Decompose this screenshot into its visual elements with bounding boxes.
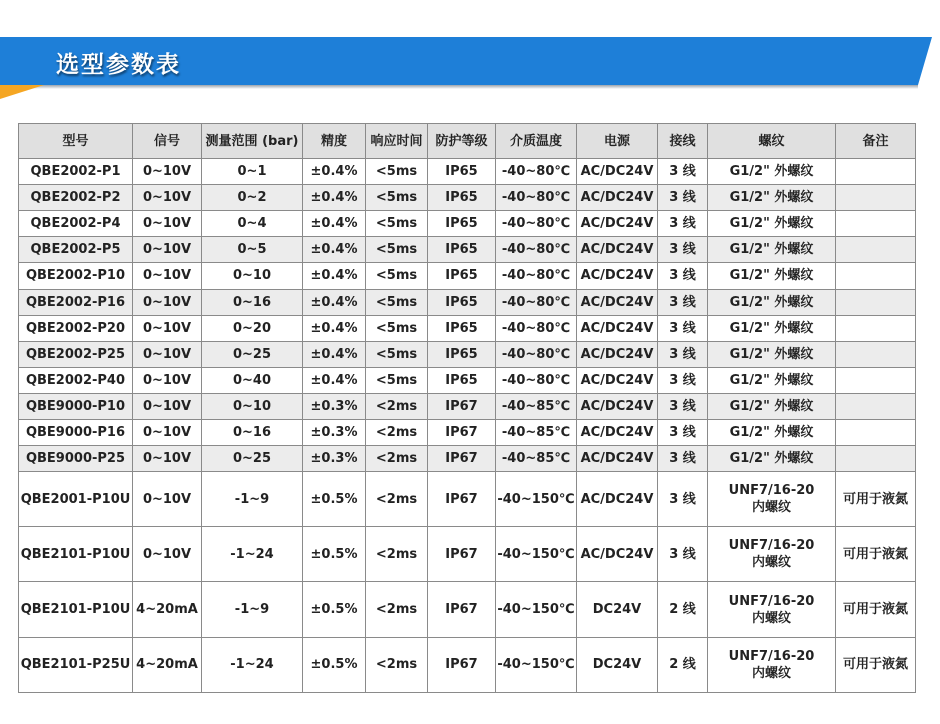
cell-wiring: 3 线 bbox=[658, 315, 708, 341]
cell-accuracy: ±0.3% bbox=[303, 419, 366, 445]
cell-signal: 0~10V bbox=[133, 211, 202, 237]
cell-accuracy: ±0.5% bbox=[303, 582, 366, 637]
cell-thread bbox=[708, 527, 836, 582]
cell-accuracy: ±0.4% bbox=[303, 289, 366, 315]
cell-signal: 0~10V bbox=[133, 367, 202, 393]
header-protection: 防护等级 bbox=[428, 124, 496, 159]
cell-range: -1~24 bbox=[202, 637, 303, 692]
cell-accuracy: ±0.4% bbox=[303, 237, 366, 263]
header-medium-temp: 介质温度 bbox=[496, 124, 577, 159]
cell-response-time: <5ms bbox=[366, 341, 428, 367]
cell-medium-temp: -40~85℃ bbox=[496, 393, 577, 419]
header-accuracy: 精度 bbox=[303, 124, 366, 159]
cell-remark: 可用于液氮 bbox=[836, 637, 916, 692]
cell-response-time: <5ms bbox=[366, 159, 428, 185]
cell-protection: IP67 bbox=[428, 445, 496, 471]
cell-protection: IP67 bbox=[428, 637, 496, 692]
cell-response-time: <5ms bbox=[366, 211, 428, 237]
cell-model: QBE9000-P10 bbox=[19, 393, 133, 419]
cell-remark bbox=[836, 393, 916, 419]
cell-remark bbox=[836, 445, 916, 471]
table-row bbox=[19, 341, 916, 367]
cell-signal: 0~10V bbox=[133, 393, 202, 419]
cell-remark bbox=[836, 315, 916, 341]
cell-thread: G1/2" 外螺纹 bbox=[708, 159, 836, 185]
cell-wiring: 3 线 bbox=[658, 289, 708, 315]
cell-power: AC/DC24V bbox=[577, 211, 658, 237]
header-range: 测量范围 (bar) bbox=[202, 124, 303, 159]
cell-model: QBE9000-P25 bbox=[19, 445, 133, 471]
cell-protection: IP67 bbox=[428, 393, 496, 419]
cell-response-time: <2ms bbox=[366, 582, 428, 637]
cell-medium-temp: -40~80℃ bbox=[496, 159, 577, 185]
cell-remark bbox=[836, 237, 916, 263]
cell-remark: 可用于液氮 bbox=[836, 472, 916, 527]
cell-response-time: <5ms bbox=[366, 237, 428, 263]
cell-model: QBE2101-P10U bbox=[19, 582, 133, 637]
cell-power: AC/DC24V bbox=[577, 445, 658, 471]
cell-wiring: 3 线 bbox=[658, 367, 708, 393]
cell-power: AC/DC24V bbox=[577, 185, 658, 211]
cell-range: 0~40 bbox=[202, 367, 303, 393]
cell-model: QBE2101-P10U bbox=[19, 527, 133, 582]
cell-remark bbox=[836, 419, 916, 445]
cell-accuracy: ±0.4% bbox=[303, 341, 366, 367]
cell-line: UNF7/16-20 bbox=[728, 483, 815, 499]
cell-range: 0~16 bbox=[202, 289, 303, 315]
cell-accuracy: ±0.4% bbox=[303, 159, 366, 185]
cell-response-time: <5ms bbox=[366, 367, 428, 393]
cell-medium-temp: -40~80℃ bbox=[496, 263, 577, 289]
cell-accuracy: ±0.3% bbox=[303, 393, 366, 419]
header-power: 电源 bbox=[577, 124, 658, 159]
cell-response-time: <5ms bbox=[366, 315, 428, 341]
cell-medium-temp: -40~150℃ bbox=[496, 637, 577, 692]
cell-protection: IP65 bbox=[428, 289, 496, 315]
cell-accuracy: ±0.5% bbox=[303, 527, 366, 582]
cell-medium-temp: -40~150℃ bbox=[496, 527, 577, 582]
cell-range: -1~9 bbox=[202, 582, 303, 637]
cell-line: UNF7/16-20 bbox=[728, 593, 815, 609]
cell-range: 0~2 bbox=[202, 185, 303, 211]
cell-power: AC/DC24V bbox=[577, 419, 658, 445]
cell-remark bbox=[836, 159, 916, 185]
cell-accuracy: ±0.4% bbox=[303, 263, 366, 289]
cell-remark: 可用于液氮 bbox=[836, 527, 916, 582]
cell-signal: 0~10V bbox=[133, 263, 202, 289]
cell-thread: G1/2" 外螺纹 bbox=[708, 185, 836, 211]
cell-medium-temp: -40~80℃ bbox=[496, 367, 577, 393]
cell-power: AC/DC24V bbox=[577, 393, 658, 419]
cell-protection: IP65 bbox=[428, 185, 496, 211]
cell-thread: G1/2" 外螺纹 bbox=[708, 211, 836, 237]
cell-signal: 4~20mA bbox=[133, 637, 202, 692]
cell-power: DC24V bbox=[577, 637, 658, 692]
cell-signal: 0~10V bbox=[133, 472, 202, 527]
cell-range: 0~16 bbox=[202, 419, 303, 445]
cell-model: QBE2002-P16 bbox=[19, 289, 133, 315]
cell-accuracy: ±0.4% bbox=[303, 211, 366, 237]
header-remark: 备注 bbox=[836, 124, 916, 159]
table-row bbox=[19, 315, 916, 341]
cell-model: QBE2002-P2 bbox=[19, 185, 133, 211]
cell-line: UNF7/16-20 bbox=[728, 538, 815, 554]
cell-power: AC/DC24V bbox=[577, 472, 658, 527]
cell-medium-temp: -40~85℃ bbox=[496, 445, 577, 471]
cell-line: 内螺纹 bbox=[751, 500, 791, 516]
spec-table bbox=[18, 123, 916, 693]
cell-thread: G1/2" 外螺纹 bbox=[708, 315, 836, 341]
header-model: 型号 bbox=[19, 124, 133, 159]
cell-wiring: 3 线 bbox=[658, 263, 708, 289]
cell-power: AC/DC24V bbox=[577, 237, 658, 263]
cell-thread bbox=[708, 472, 836, 527]
banner-shadow bbox=[0, 85, 918, 89]
cell-protection: IP67 bbox=[428, 419, 496, 445]
cell-model: QBE2002-P1 bbox=[19, 159, 133, 185]
cell-wiring: 3 线 bbox=[658, 159, 708, 185]
cell-line: UNF7/16-20 bbox=[728, 648, 815, 664]
cell-range: 0~10 bbox=[202, 263, 303, 289]
cell-signal: 4~20mA bbox=[133, 582, 202, 637]
cell-wiring: 2 线 bbox=[658, 637, 708, 692]
cell-protection: IP67 bbox=[428, 582, 496, 637]
cell-protection: IP65 bbox=[428, 315, 496, 341]
cell-protection: IP65 bbox=[428, 237, 496, 263]
cell-thread: G1/2" 外螺纹 bbox=[708, 341, 836, 367]
cell-protection: IP65 bbox=[428, 367, 496, 393]
cell-accuracy: ±0.4% bbox=[303, 185, 366, 211]
cell-medium-temp: -40~150℃ bbox=[496, 472, 577, 527]
cell-thread: G1/2" 外螺纹 bbox=[708, 393, 836, 419]
table-header-row bbox=[19, 124, 916, 159]
table-row bbox=[19, 159, 916, 185]
cell-wiring: 3 线 bbox=[658, 237, 708, 263]
table-row bbox=[19, 263, 916, 289]
cell-range: 0~5 bbox=[202, 237, 303, 263]
header-response-time: 响应时间 bbox=[366, 124, 428, 159]
banner-edge bbox=[918, 37, 932, 85]
cell-response-time: <5ms bbox=[366, 185, 428, 211]
cell-model: QBE2101-P25U bbox=[19, 637, 133, 692]
banner-fold-triangle bbox=[0, 85, 44, 99]
cell-medium-temp: -40~80℃ bbox=[496, 211, 577, 237]
table-row bbox=[19, 185, 916, 211]
cell-model: QBE2002-P4 bbox=[19, 211, 133, 237]
cell-protection: IP65 bbox=[428, 341, 496, 367]
cell-thread bbox=[708, 582, 836, 637]
cell-response-time: <2ms bbox=[366, 527, 428, 582]
cell-response-time: <2ms bbox=[366, 393, 428, 419]
cell-signal: 0~10V bbox=[133, 185, 202, 211]
cell-range: 0~25 bbox=[202, 341, 303, 367]
cell-range: 0~10 bbox=[202, 393, 303, 419]
cell-remark bbox=[836, 289, 916, 315]
cell-remark: 可用于液氮 bbox=[836, 582, 916, 637]
cell-accuracy: ±0.3% bbox=[303, 445, 366, 471]
table-row bbox=[19, 637, 916, 692]
cell-line: 内螺纹 bbox=[751, 610, 791, 626]
cell-response-time: <2ms bbox=[366, 637, 428, 692]
cell-signal: 0~10V bbox=[133, 289, 202, 315]
cell-protection: IP65 bbox=[428, 211, 496, 237]
cell-signal: 0~10V bbox=[133, 159, 202, 185]
cell-thread: G1/2" 外螺纹 bbox=[708, 289, 836, 315]
cell-model: QBE2002-P10 bbox=[19, 263, 133, 289]
cell-power: AC/DC24V bbox=[577, 527, 658, 582]
cell-medium-temp: -40~80℃ bbox=[496, 341, 577, 367]
cell-remark bbox=[836, 367, 916, 393]
table-row bbox=[19, 393, 916, 419]
cell-protection: IP67 bbox=[428, 472, 496, 527]
cell-signal: 0~10V bbox=[133, 527, 202, 582]
cell-signal: 0~10V bbox=[133, 237, 202, 263]
cell-wiring: 3 线 bbox=[658, 527, 708, 582]
cell-remark bbox=[836, 211, 916, 237]
cell-accuracy: ±0.4% bbox=[303, 315, 366, 341]
cell-medium-temp: -40~80℃ bbox=[496, 185, 577, 211]
cell-line: 内螺纹 bbox=[751, 555, 791, 571]
cell-accuracy: ±0.5% bbox=[303, 472, 366, 527]
table-row bbox=[19, 419, 916, 445]
cell-range: 0~4 bbox=[202, 211, 303, 237]
cell-accuracy: ±0.5% bbox=[303, 637, 366, 692]
cell-range: 0~20 bbox=[202, 315, 303, 341]
cell-thread: G1/2" 外螺纹 bbox=[708, 419, 836, 445]
cell-wiring: 3 线 bbox=[658, 185, 708, 211]
cell-model: QBE2002-P5 bbox=[19, 237, 133, 263]
cell-model: QBE2002-P40 bbox=[19, 367, 133, 393]
cell-power: AC/DC24V bbox=[577, 367, 658, 393]
cell-response-time: <2ms bbox=[366, 445, 428, 471]
table-row bbox=[19, 445, 916, 471]
cell-signal: 0~10V bbox=[133, 445, 202, 471]
cell-remark bbox=[836, 185, 916, 211]
cell-range: 0~25 bbox=[202, 445, 303, 471]
cell-protection: IP65 bbox=[428, 263, 496, 289]
cell-wiring: 3 线 bbox=[658, 445, 708, 471]
cell-model: QBE2002-P20 bbox=[19, 315, 133, 341]
cell-medium-temp: -40~85℃ bbox=[496, 419, 577, 445]
cell-wiring: 3 线 bbox=[658, 472, 708, 527]
header-signal: 信号 bbox=[133, 124, 202, 159]
cell-model: QBE9000-P16 bbox=[19, 419, 133, 445]
table-row bbox=[19, 237, 916, 263]
cell-power: AC/DC24V bbox=[577, 341, 658, 367]
cell-accuracy: ±0.4% bbox=[303, 367, 366, 393]
cell-range: -1~9 bbox=[202, 472, 303, 527]
cell-response-time: <5ms bbox=[366, 289, 428, 315]
cell-thread: G1/2" 外螺纹 bbox=[708, 237, 836, 263]
cell-medium-temp: -40~80℃ bbox=[496, 289, 577, 315]
cell-wiring: 3 线 bbox=[658, 419, 708, 445]
cell-model: QBE2002-P25 bbox=[19, 341, 133, 367]
cell-response-time: <2ms bbox=[366, 472, 428, 527]
cell-medium-temp: -40~80℃ bbox=[496, 315, 577, 341]
cell-wiring: 2 线 bbox=[658, 582, 708, 637]
cell-signal: 0~10V bbox=[133, 419, 202, 445]
cell-power: AC/DC24V bbox=[577, 289, 658, 315]
cell-power: AC/DC24V bbox=[577, 263, 658, 289]
cell-medium-temp: -40~80℃ bbox=[496, 237, 577, 263]
table-row bbox=[19, 289, 916, 315]
cell-model: QBE2001-P10U bbox=[19, 472, 133, 527]
cell-protection: IP67 bbox=[428, 527, 496, 582]
cell-wiring: 3 线 bbox=[658, 393, 708, 419]
cell-thread: G1/2" 外螺纹 bbox=[708, 263, 836, 289]
cell-power: AC/DC24V bbox=[577, 159, 658, 185]
spec-table-body bbox=[19, 124, 916, 693]
cell-thread: G1/2" 外螺纹 bbox=[708, 367, 836, 393]
cell-thread bbox=[708, 637, 836, 692]
cell-wiring: 3 线 bbox=[658, 341, 708, 367]
cell-signal: 0~10V bbox=[133, 315, 202, 341]
cell-range: -1~24 bbox=[202, 527, 303, 582]
cell-signal: 0~10V bbox=[133, 341, 202, 367]
cell-remark bbox=[836, 341, 916, 367]
table-row bbox=[19, 527, 916, 582]
table-row bbox=[19, 367, 916, 393]
cell-line: 内螺纹 bbox=[751, 665, 791, 681]
cell-range: 0~1 bbox=[202, 159, 303, 185]
header-thread: 螺纹 bbox=[708, 124, 836, 159]
cell-protection: IP65 bbox=[428, 159, 496, 185]
cell-power: AC/DC24V bbox=[577, 315, 658, 341]
cell-remark bbox=[836, 263, 916, 289]
cell-wiring: 3 线 bbox=[658, 211, 708, 237]
cell-response-time: <5ms bbox=[366, 263, 428, 289]
cell-thread: G1/2" 外螺纹 bbox=[708, 445, 836, 471]
table-row bbox=[19, 211, 916, 237]
table-row bbox=[19, 582, 916, 637]
cell-medium-temp: -40~150℃ bbox=[496, 582, 577, 637]
header-wiring: 接线 bbox=[658, 124, 708, 159]
cell-power: DC24V bbox=[577, 582, 658, 637]
page-title: 选型参数表 bbox=[56, 52, 181, 78]
table-row bbox=[19, 472, 916, 527]
cell-response-time: <2ms bbox=[366, 419, 428, 445]
